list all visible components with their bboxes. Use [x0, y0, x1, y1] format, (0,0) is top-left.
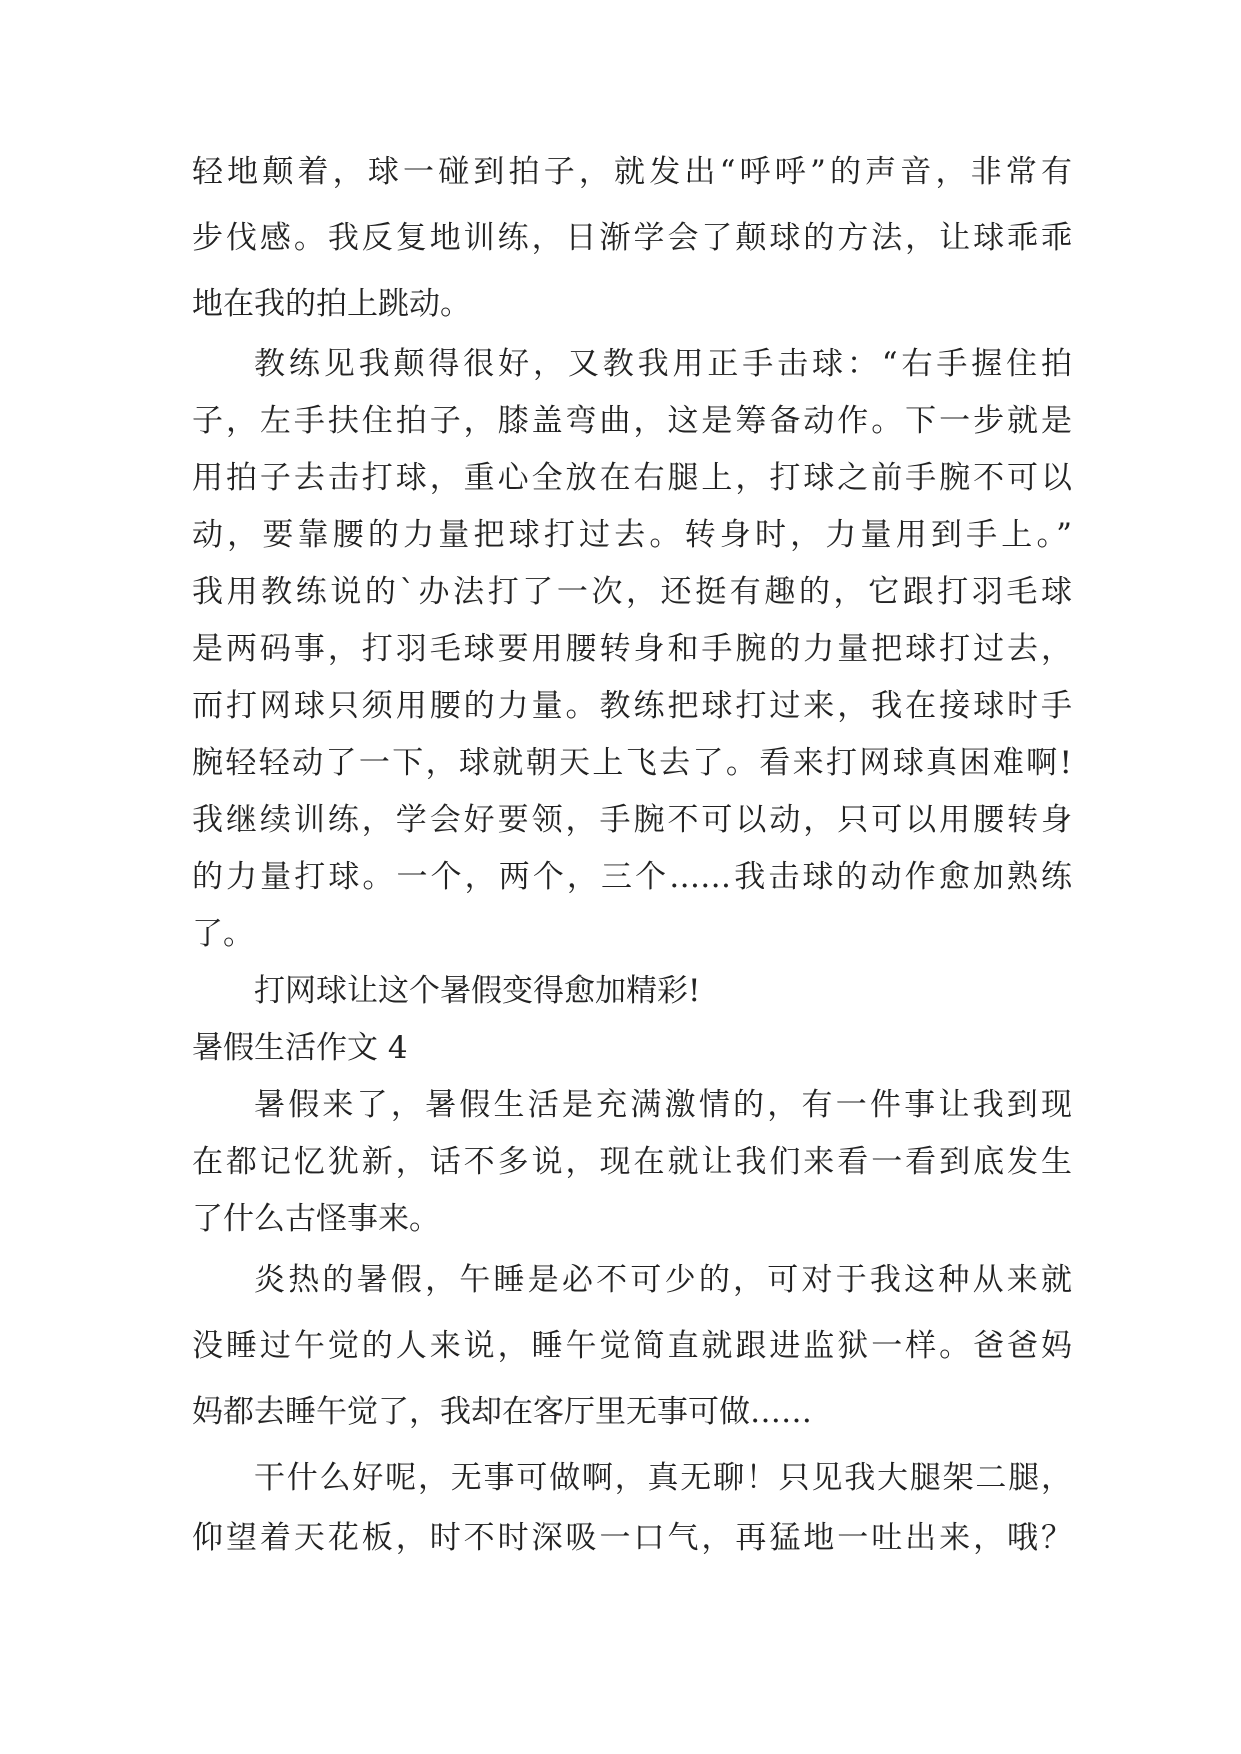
text-line: 而打网球只须用腰的力量。教练把球打过来，我在接球时手 [192, 688, 1072, 724]
text-line: 教练见我颠得很好，又教我用正手击球：“右手握住拍 [254, 346, 1072, 382]
text-line: 仰望着天花板，时不时深吸一口气，再猛地一吐出来，哦？ [192, 1520, 1072, 1556]
text-line: 腕轻轻动了一下，球就朝天上飞去了。看来打网球真困难啊! [192, 745, 1072, 781]
text-line: 干什么好呢，无事可做啊，真无聊！只见我大腿架二腿， [254, 1460, 1072, 1496]
text-line: 轻地颠着，球一碰到拍子，就发出“呼呼”的声音，非常有 [192, 154, 1072, 190]
text-line: 在都记忆犹新，话不多说，现在就让我们来看一看到底发生 [192, 1144, 1072, 1180]
text-line: 的力量打球。一个，两个，三个……我击球的动作愈加熟练 [192, 859, 1072, 895]
text-line: 是两码事，打羽毛球要用腰转身和手腕的力量把球打过去， [192, 631, 1072, 667]
text-line: 用拍子去击打球，重心全放在右腿上，打球之前手腕不可以 [192, 460, 1072, 496]
text-line: 了什么古怪事来。 [192, 1201, 440, 1237]
text-line: 妈都去睡午觉了，我却在客厅里无事可做…… [192, 1394, 812, 1430]
text-line: 炎热的暑假，午睡是必不可少的，可对于我这种从来就 [254, 1262, 1072, 1298]
text-line: 了。 [192, 916, 254, 952]
text-line: 我继续训练，学会好要领，手腕不可以动，只可以用腰转身 [192, 802, 1072, 838]
text-line: 没睡过午觉的人来说，睡午觉简直就跟进监狱一样。爸爸妈 [192, 1328, 1072, 1364]
text-line: 步伐感。我反复地训练，日渐学会了颠球的方法，让球乖乖 [192, 220, 1072, 256]
text-line: 我用教练说的`办法打了一次，还挺有趣的，它跟打羽毛球 [192, 574, 1072, 610]
section-heading: 暑假生活作文 4 [192, 1030, 408, 1066]
text-line: 地在我的拍上跳动。 [192, 286, 471, 322]
text-line: 动，要靠腰的力量把球打过去。转身时，力量用到手上。” [192, 517, 1072, 553]
text-line: 打网球让这个暑假变得愈加精彩! [254, 973, 701, 1009]
text-line: 子，左手扶住拍子，膝盖弯曲，这是筹备动作。下一步就是 [192, 403, 1072, 439]
text-line: 暑假来了，暑假生活是充满激情的，有一件事让我到现 [254, 1087, 1072, 1123]
